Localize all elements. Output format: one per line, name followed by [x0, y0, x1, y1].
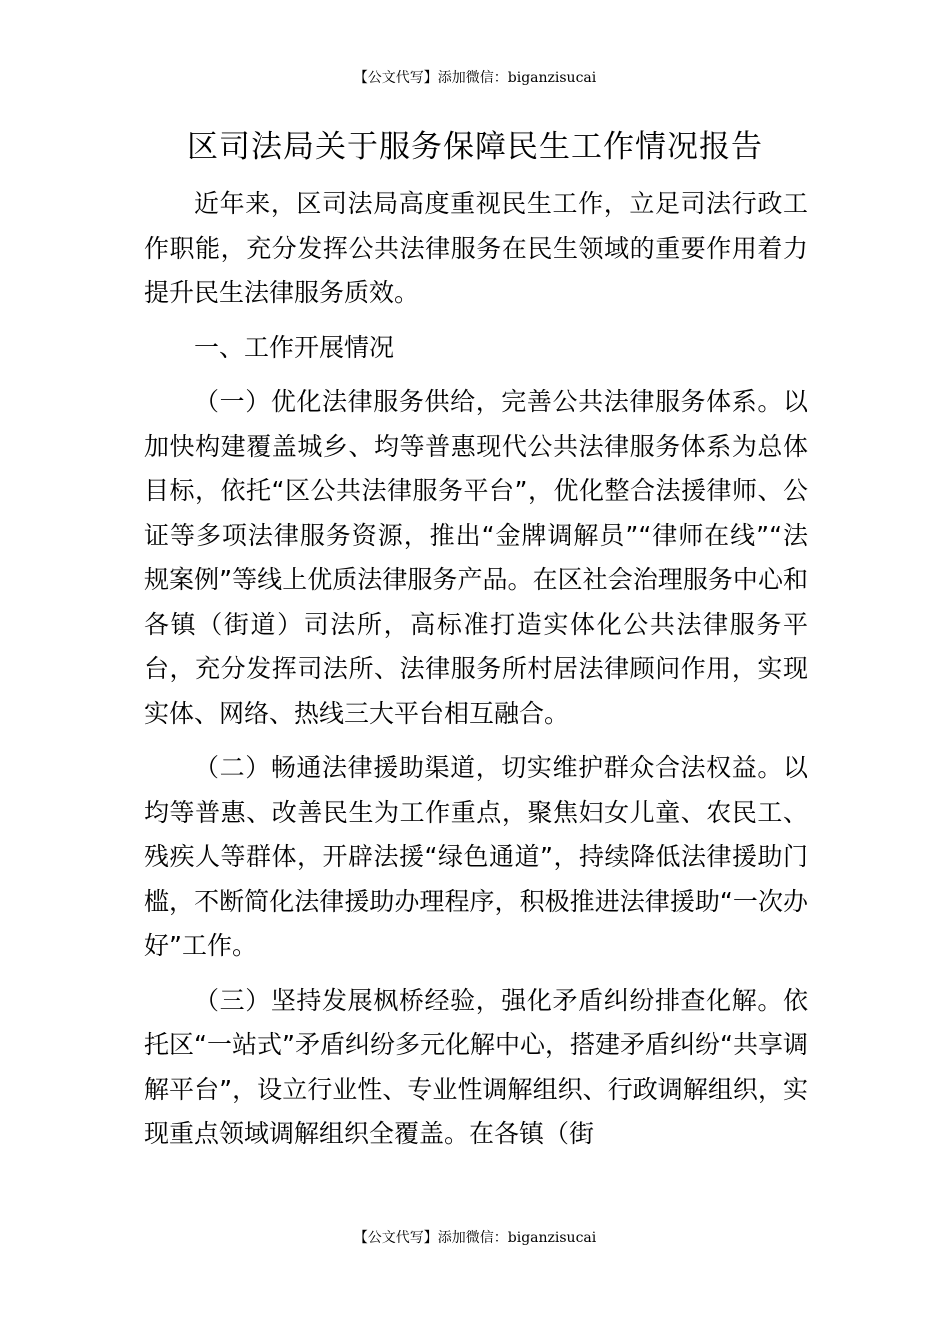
paragraph-section-2: （二）畅通法律援助渠道，切实维护群众合法权益。以均等普惠、改善民生为工作重点，聚焦妇女儿童、农民工、残疾人等群体，开辟法援“绿色通道”，持续降低法律援助门槛，不断简化法律援助办理程序，积极推进法律援助“一次办好”工作。 [144, 753, 808, 960]
running-footer: 【公文代写】添加微信：biganzisucai [353, 1230, 597, 1246]
document-body [144, 182, 808, 1157]
running-header: 【公文代写】添加微信：biganzisucai [353, 70, 597, 86]
section-heading-work-status: 一、工作开展情况 [194, 332, 395, 362]
document-title: 区司法局关于服务保障民生工作情况报告 [187, 129, 763, 165]
paragraph-section-3: （三）坚持发展枫桥经验，强化矛盾纠纷排查化解。依托区“一站式”矛盾纠纷多元化解中心，搭建矛盾纠纷“共享调解平台”，设立行业性、专业性调解组织、行政调解组织，实现重点领域调解组织全覆盖。在各镇（街 [144, 985, 808, 1148]
paragraph-section-1: （一）优化法律服务供给，完善公共法律服务体系。以加快构建覆盖城乡、均等普惠现代公共法律服务体系为总体目标，依托“区公共法律服务平台”，优化整合法援律师、公证等多项法律服务资源，推出“金牌调解员”“律师在线”“法规案例”等线上优质法律服务产品。在区社会治理服务中心和各镇（街道）司法所，高标准打造实体化公共法律服务平台，充分发挥司法所、法律服务所村居法律顾问作用，实现实体、网络、热线三大平台相互融合。 [144, 387, 808, 728]
paragraph-intro: 近年来，区司法局高度重视民生工作，立足司法行政工作职能，充分发挥公共法律服务在民生领域的重要作用着力提升民生法律服务质效。 [144, 189, 808, 307]
